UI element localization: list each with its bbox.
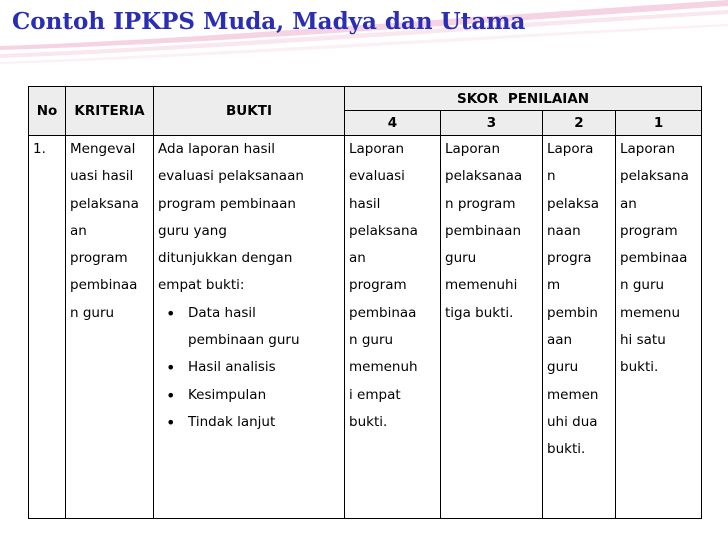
bukti-item: • Data hasil pembinaan guru	[158, 300, 340, 355]
cell-score-4: Laporan evaluasi hasil pelaksana an program pembinaa n guru memenuh i empat bukti.	[345, 136, 441, 519]
header-skor-penilaian: SKOR PENILAIAN	[345, 87, 702, 111]
cell-score-3: Laporan pelaksanaa n program pembinaan guru memenuhi tiga bukti.	[441, 136, 543, 519]
cell-kriteria: Mengeval uasi hasil pelaksana an program pembinaa n guru	[66, 136, 154, 519]
header-score-4: 4	[345, 111, 441, 136]
cell-no: 1.	[29, 136, 66, 519]
cell-score-1: Laporan pelaksana an program pembinaa n guru memenu hi satu bukti.	[616, 136, 702, 519]
table-row	[29, 136, 702, 519]
bukti-item: • Tindak lanjut	[158, 409, 340, 436]
header-row	[29, 87, 702, 111]
bukti-item: • Kesimpulan	[158, 382, 340, 409]
header-bukti: BUKTI	[154, 87, 345, 136]
header-score-1: 1	[616, 111, 702, 136]
header-kriteria: KRITERIA	[66, 87, 154, 136]
bukti-item: • Hasil analisis	[158, 354, 340, 381]
cell-score-2: Lapora n pelaksa naan progra m pembin aan guru memen uhi dua bukti.	[543, 136, 616, 519]
header-no: No	[29, 87, 66, 136]
cell-bukti	[154, 136, 345, 519]
bukti-list	[158, 300, 340, 436]
header-score-3: 3	[441, 111, 543, 136]
header-score-2: 2	[543, 111, 616, 136]
ipkps-table	[28, 86, 702, 519]
bukti-intro: Ada laporan hasil evaluasi pelaksanaan program pembinaan guru yang ditunjukkan dengan empat bukti:	[158, 141, 304, 294]
page-title: Contoh IPKPS Muda, Madya dan Utama	[12, 8, 526, 35]
